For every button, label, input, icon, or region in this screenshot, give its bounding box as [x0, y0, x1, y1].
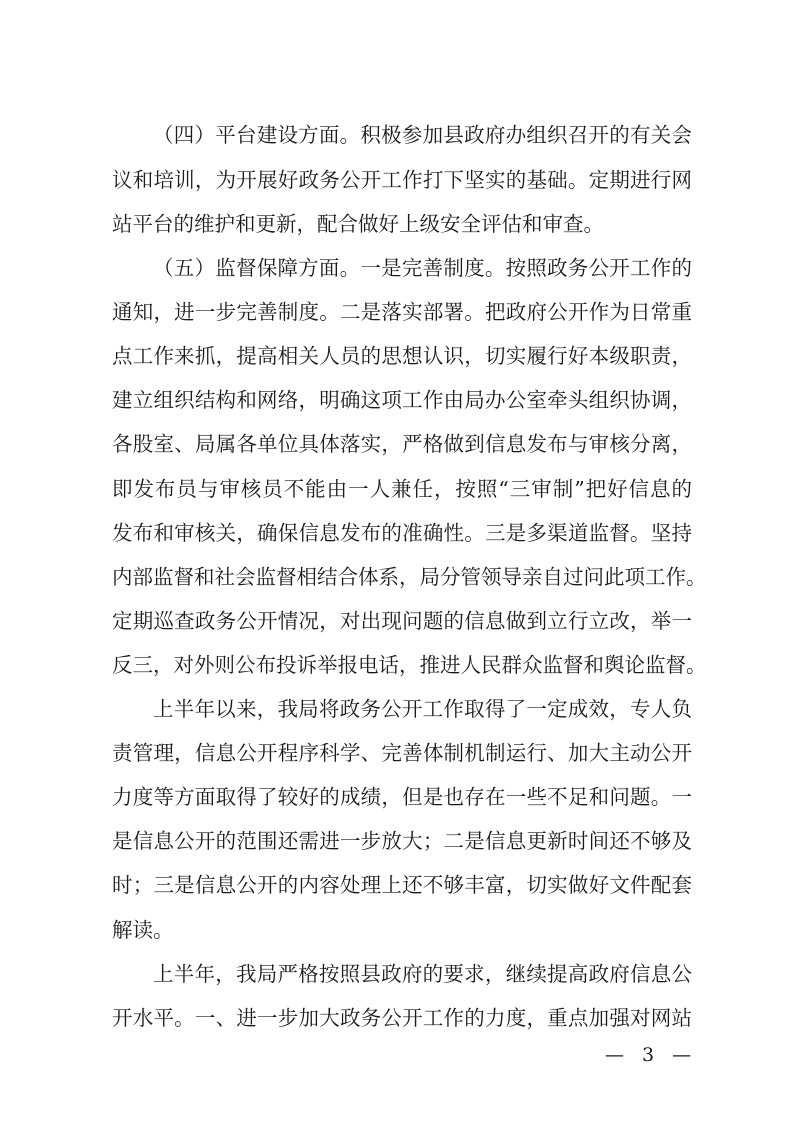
paragraph-line: 即发布员与审核员不能由一人兼任，按照“三审制”把好信息的	[112, 477, 692, 501]
paragraph-line: 力度等方面取得了较好的成绩，但是也存在一些不足和问题。一	[112, 785, 692, 809]
paragraph-line: 建立组织结构和网络，明确这项工作由局办公室牵头组织协调，	[112, 388, 692, 412]
paragraph-line: 发布和审核关，确保信息发布的准确性。三是多渠道监督。坚持	[112, 521, 692, 545]
paragraph-line: 是信息公开的范围还需进一步放大；二是信息更新时间还不够及	[112, 829, 692, 853]
paragraph-line: 定期巡查政务公开情况，对出现问题的信息做到立行立改，举一	[112, 609, 692, 633]
paragraph-line: （四）平台建设方面。积极参加县政府办组织召开的有关会	[153, 123, 692, 147]
paragraph-line: 点工作来抓，提高相关人员的思想认识，切实履行好本级职责，	[112, 344, 692, 368]
paragraph-line: 上半年以来，我局将政务公开工作取得了一定成效，专人负	[153, 697, 692, 721]
paragraph-line: 上半年，我局严格按照县政府的要求，继续提高政府信息公	[153, 962, 692, 986]
paragraph-line: 反三，对外则公布投诉举报电话，推进人民群众监督和舆论监督。	[112, 653, 707, 677]
paragraph-line: 站平台的维护和更新，配合做好上级安全评估和审查。	[112, 212, 604, 236]
paragraph-line: 解读。	[112, 918, 174, 942]
paragraph-line: 责管理，信息公开程序科学、完善体制机制运行、加大主动公开	[112, 741, 692, 765]
paragraph-line: 开水平。一、进一步加大政务公开工作的力度，重点加强对网站	[112, 1006, 692, 1030]
paragraph-line: 各股室、局属各单位具体落实，严格做到信息发布与审核分离，	[112, 432, 692, 456]
paragraph-line: 时；三是信息公开的内容处理上还不够丰富，切实做好文件配套	[112, 873, 692, 897]
paragraph-line: 内部监督和社会监督相结合体系，局分管领导亲自过问此项工作。	[112, 565, 707, 589]
paragraph-line: 通知，进一步完善制度。二是落实部署。把政府公开作为日常重	[112, 300, 692, 324]
page-number: — 3 —	[605, 1044, 698, 1066]
paragraph-line: 议和培训，为开展好政务公开工作打下坚实的基础。定期进行网	[112, 168, 692, 192]
paragraph-line: （五）监督保障方面。一是完善制度。按照政务公开工作的	[153, 256, 692, 280]
